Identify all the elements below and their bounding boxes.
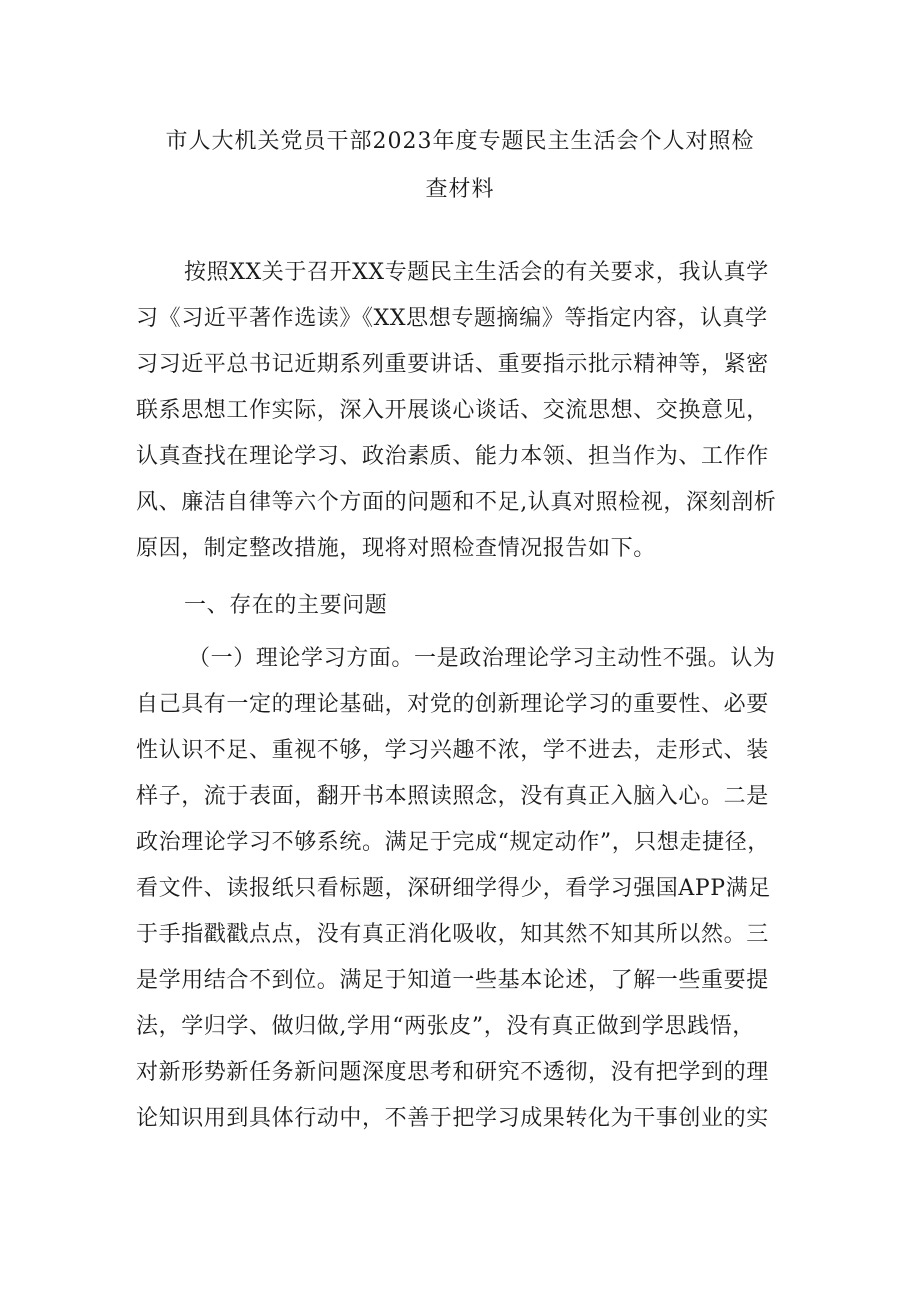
subsection-paragraph-line: （一）理论学习方面。一是政治理论学习主动性不强。认为 (188, 646, 776, 671)
body-text-line: 性认识不足、重视不够，学习兴趣不浓，学不进去，走形式、装 (136, 738, 769, 763)
body-text-line: 风、廉洁自律等六个方面的问题和不足,认真对照检视，深刻剖析 (136, 490, 777, 515)
body-text-line: 原因，制定整改措施，现将对照检查情况报告如下。 (136, 536, 656, 561)
section-heading: 一、存在的主要问题 (184, 593, 388, 618)
document-title-line-1: 市人大机关党员干部2023年度专题民主生活会个人对照检 (165, 129, 755, 154)
body-text-line: 对新形势新任务新问题深度思考和研究不透彻，没有把学到的理 (136, 1060, 769, 1085)
body-text-line: 法，学归学、做归做,学用“两张皮”，没有真正做到学思践悟， (136, 1014, 755, 1039)
body-text-line: 认真查找在理论学习、政治素质、能力本领、担当作为、工作作 (136, 444, 769, 469)
body-text-line: 看文件、读报纸只看标题，深研细学得少，看学习强国APP满足 (136, 876, 771, 901)
body-text-line: 自己具有一定的理论基础，对党的创新理论学习的重要性、必要 (136, 692, 769, 717)
body-text-line: 于手指戳戳点点，没有真正消化吸收，知其然不知其所以然。三 (136, 922, 769, 947)
body-text-line: 样子，流于表面，翻开书本照读照念，没有真正入脑入心。二是 (136, 784, 769, 809)
body-text-line: 按照XX关于召开XX专题民主生活会的有关要求，我认真学 (184, 260, 769, 285)
body-text-line: 是学用结合不到位。满足于知道一些基本论述，了解一些重要提 (136, 968, 769, 993)
body-text-line: 习习近平总书记近期系列重要讲话、重要指示批示精神等，紧密 (136, 352, 769, 377)
body-text-line: 习《习近平著作选读》《XX思想专题摘编》等指定内容，认真学 (136, 306, 768, 331)
body-text-line: 联系思想工作实际，深入开展谈心谈话、交流思想、交换意见， (136, 398, 769, 423)
body-text-line: 论知识用到具体行动中，不善于把学习成果转化为干事创业的实 (136, 1106, 769, 1131)
body-text-line: 政治理论学习不够系统。满足于完成“规定动作”，只想走捷径， (136, 830, 770, 855)
document-title-line-2: 查材料 (425, 177, 495, 202)
